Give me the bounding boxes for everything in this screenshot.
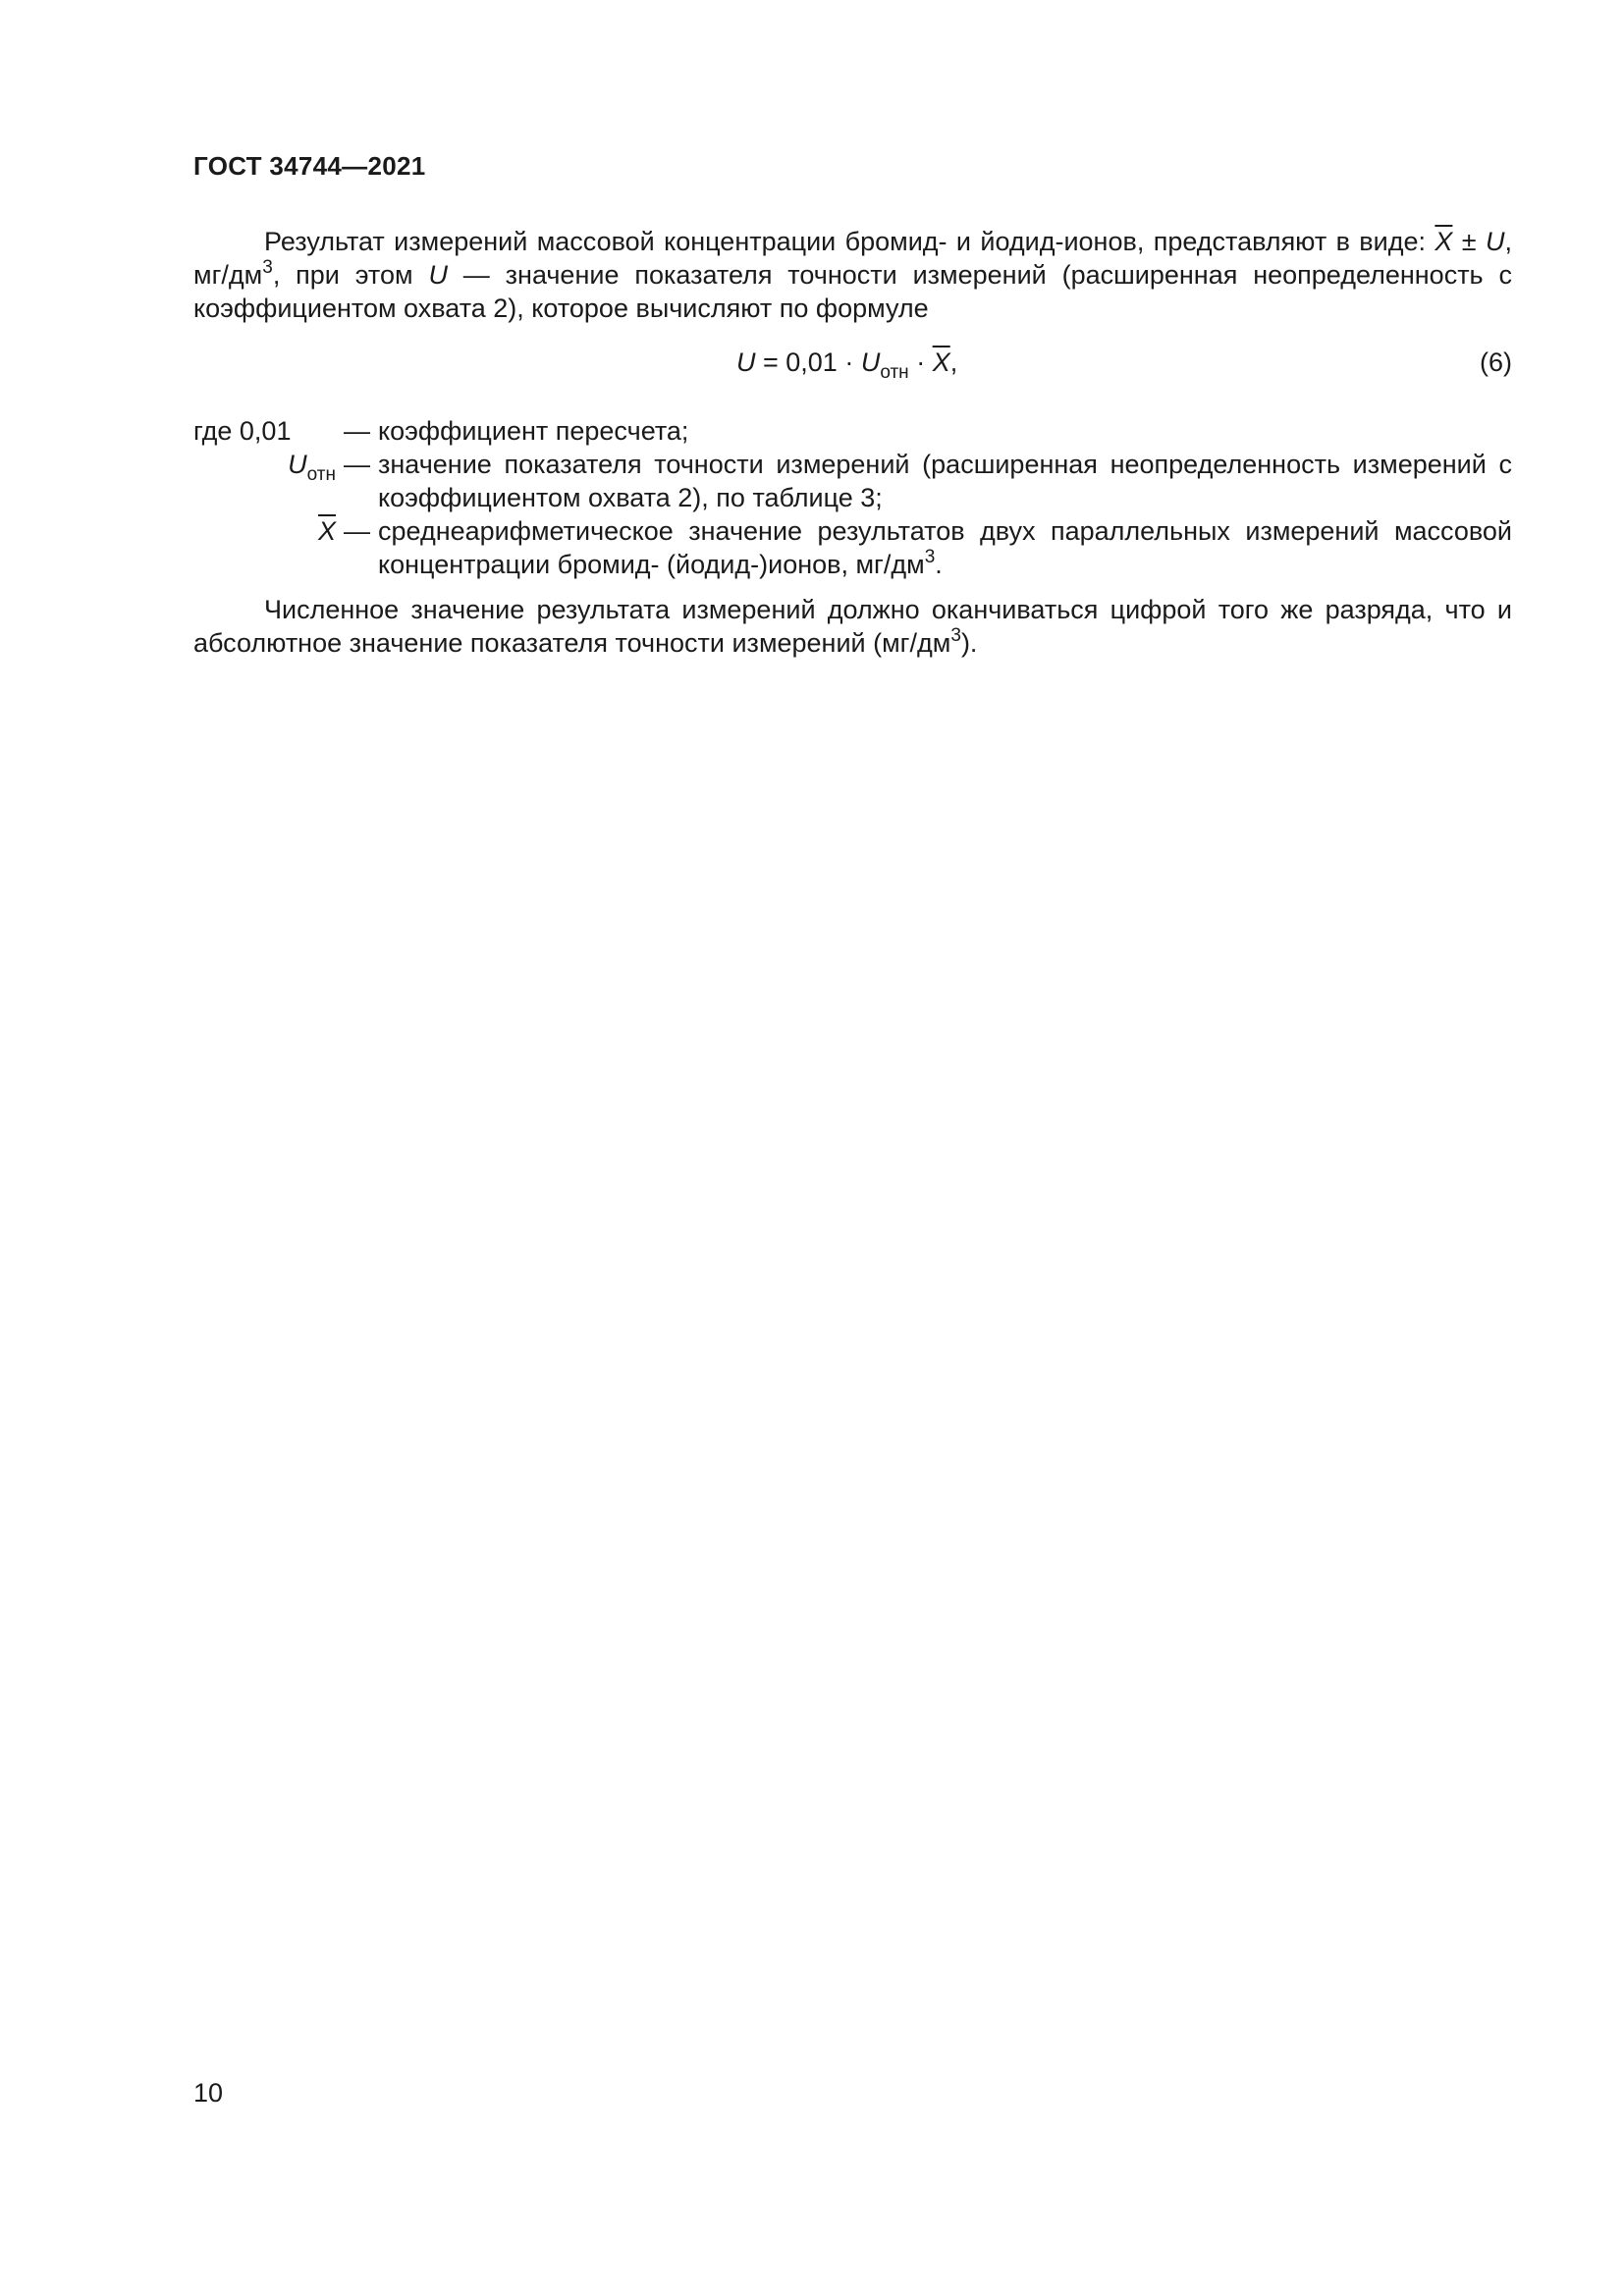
definition-term: где 0,01 bbox=[193, 416, 292, 446]
term-u: U bbox=[288, 450, 307, 479]
definition-dash: — bbox=[344, 416, 370, 446]
definition-dash: — bbox=[344, 450, 370, 479]
result-text-part1: Результат измерений массовой концентрации бромид- и йодид-ионов, представляют в виде: bbox=[264, 227, 1435, 256]
page-number: 10 bbox=[193, 2078, 224, 2108]
term-sub: отн bbox=[306, 464, 336, 485]
numeric-value-tail: ). bbox=[960, 628, 978, 658]
formula-comma: , bbox=[949, 347, 958, 377]
numeric-value-paragraph bbox=[193, 593, 1512, 660]
definition-item bbox=[193, 448, 1512, 514]
plus-minus: ± bbox=[1452, 227, 1486, 256]
numeric-value-sup: 3 bbox=[950, 625, 961, 646]
definition-text: коэффициент пересчета; bbox=[378, 416, 689, 446]
result-paragraph bbox=[193, 225, 1512, 325]
formula-sub: отн bbox=[880, 362, 909, 383]
u-symbol-2: U bbox=[428, 260, 448, 290]
formula-6 bbox=[736, 346, 958, 383]
numeric-value-text: Численное значение результата измерений должно оканчиваться цифрой того же разряда, что и абсолютное значение показателя точности измерений (мг/дм bbox=[193, 595, 1512, 658]
definition-text: значение показателя точности измерений (расширенная неопределенность измерений с коэффициентом охвата 2), по таблице 3; bbox=[378, 450, 1512, 512]
u-symbol: U bbox=[1485, 227, 1505, 256]
result-text-part2: , мг/дм bbox=[193, 227, 1512, 290]
formula-dot: · bbox=[908, 347, 933, 377]
definition-term bbox=[193, 514, 336, 548]
definition-sup: 3 bbox=[924, 547, 936, 567]
definition-term bbox=[193, 448, 336, 485]
definition-tail: . bbox=[935, 550, 943, 579]
definition-item bbox=[193, 414, 1512, 448]
cube-superscript: 3 bbox=[262, 257, 273, 278]
definition-text-main: среднеарифметическое значение результатов двух параллельных измерений массовой концентрации бромид- (йодид-)ионов, мг/дм bbox=[378, 516, 1512, 579]
result-text-part3: , при этом bbox=[272, 260, 429, 290]
formula-lhs: U bbox=[736, 347, 756, 377]
formula-u: U bbox=[860, 347, 881, 377]
formula-eq: = 0,01 · bbox=[755, 347, 861, 377]
definitions-list bbox=[193, 414, 1512, 581]
definition-item bbox=[193, 514, 1512, 581]
equation-number: (6) bbox=[1480, 347, 1512, 377]
result-text-part4: — значение показателя точности измерений (расширенная неопределенность с коэффициентом охвата 2), которое вычисляют по формуле bbox=[193, 260, 1512, 323]
definition-text bbox=[378, 514, 1512, 581]
standard-code-header: ГОСТ 34744—2021 bbox=[193, 151, 426, 181]
term-x-mean: $\overline{X}$ bbox=[317, 516, 336, 546]
x-mean-symbol: $\overline{X}$ bbox=[1435, 227, 1453, 256]
definition-dash: — bbox=[344, 516, 370, 546]
formula-x-mean: $\overline{X}$ bbox=[932, 347, 950, 377]
